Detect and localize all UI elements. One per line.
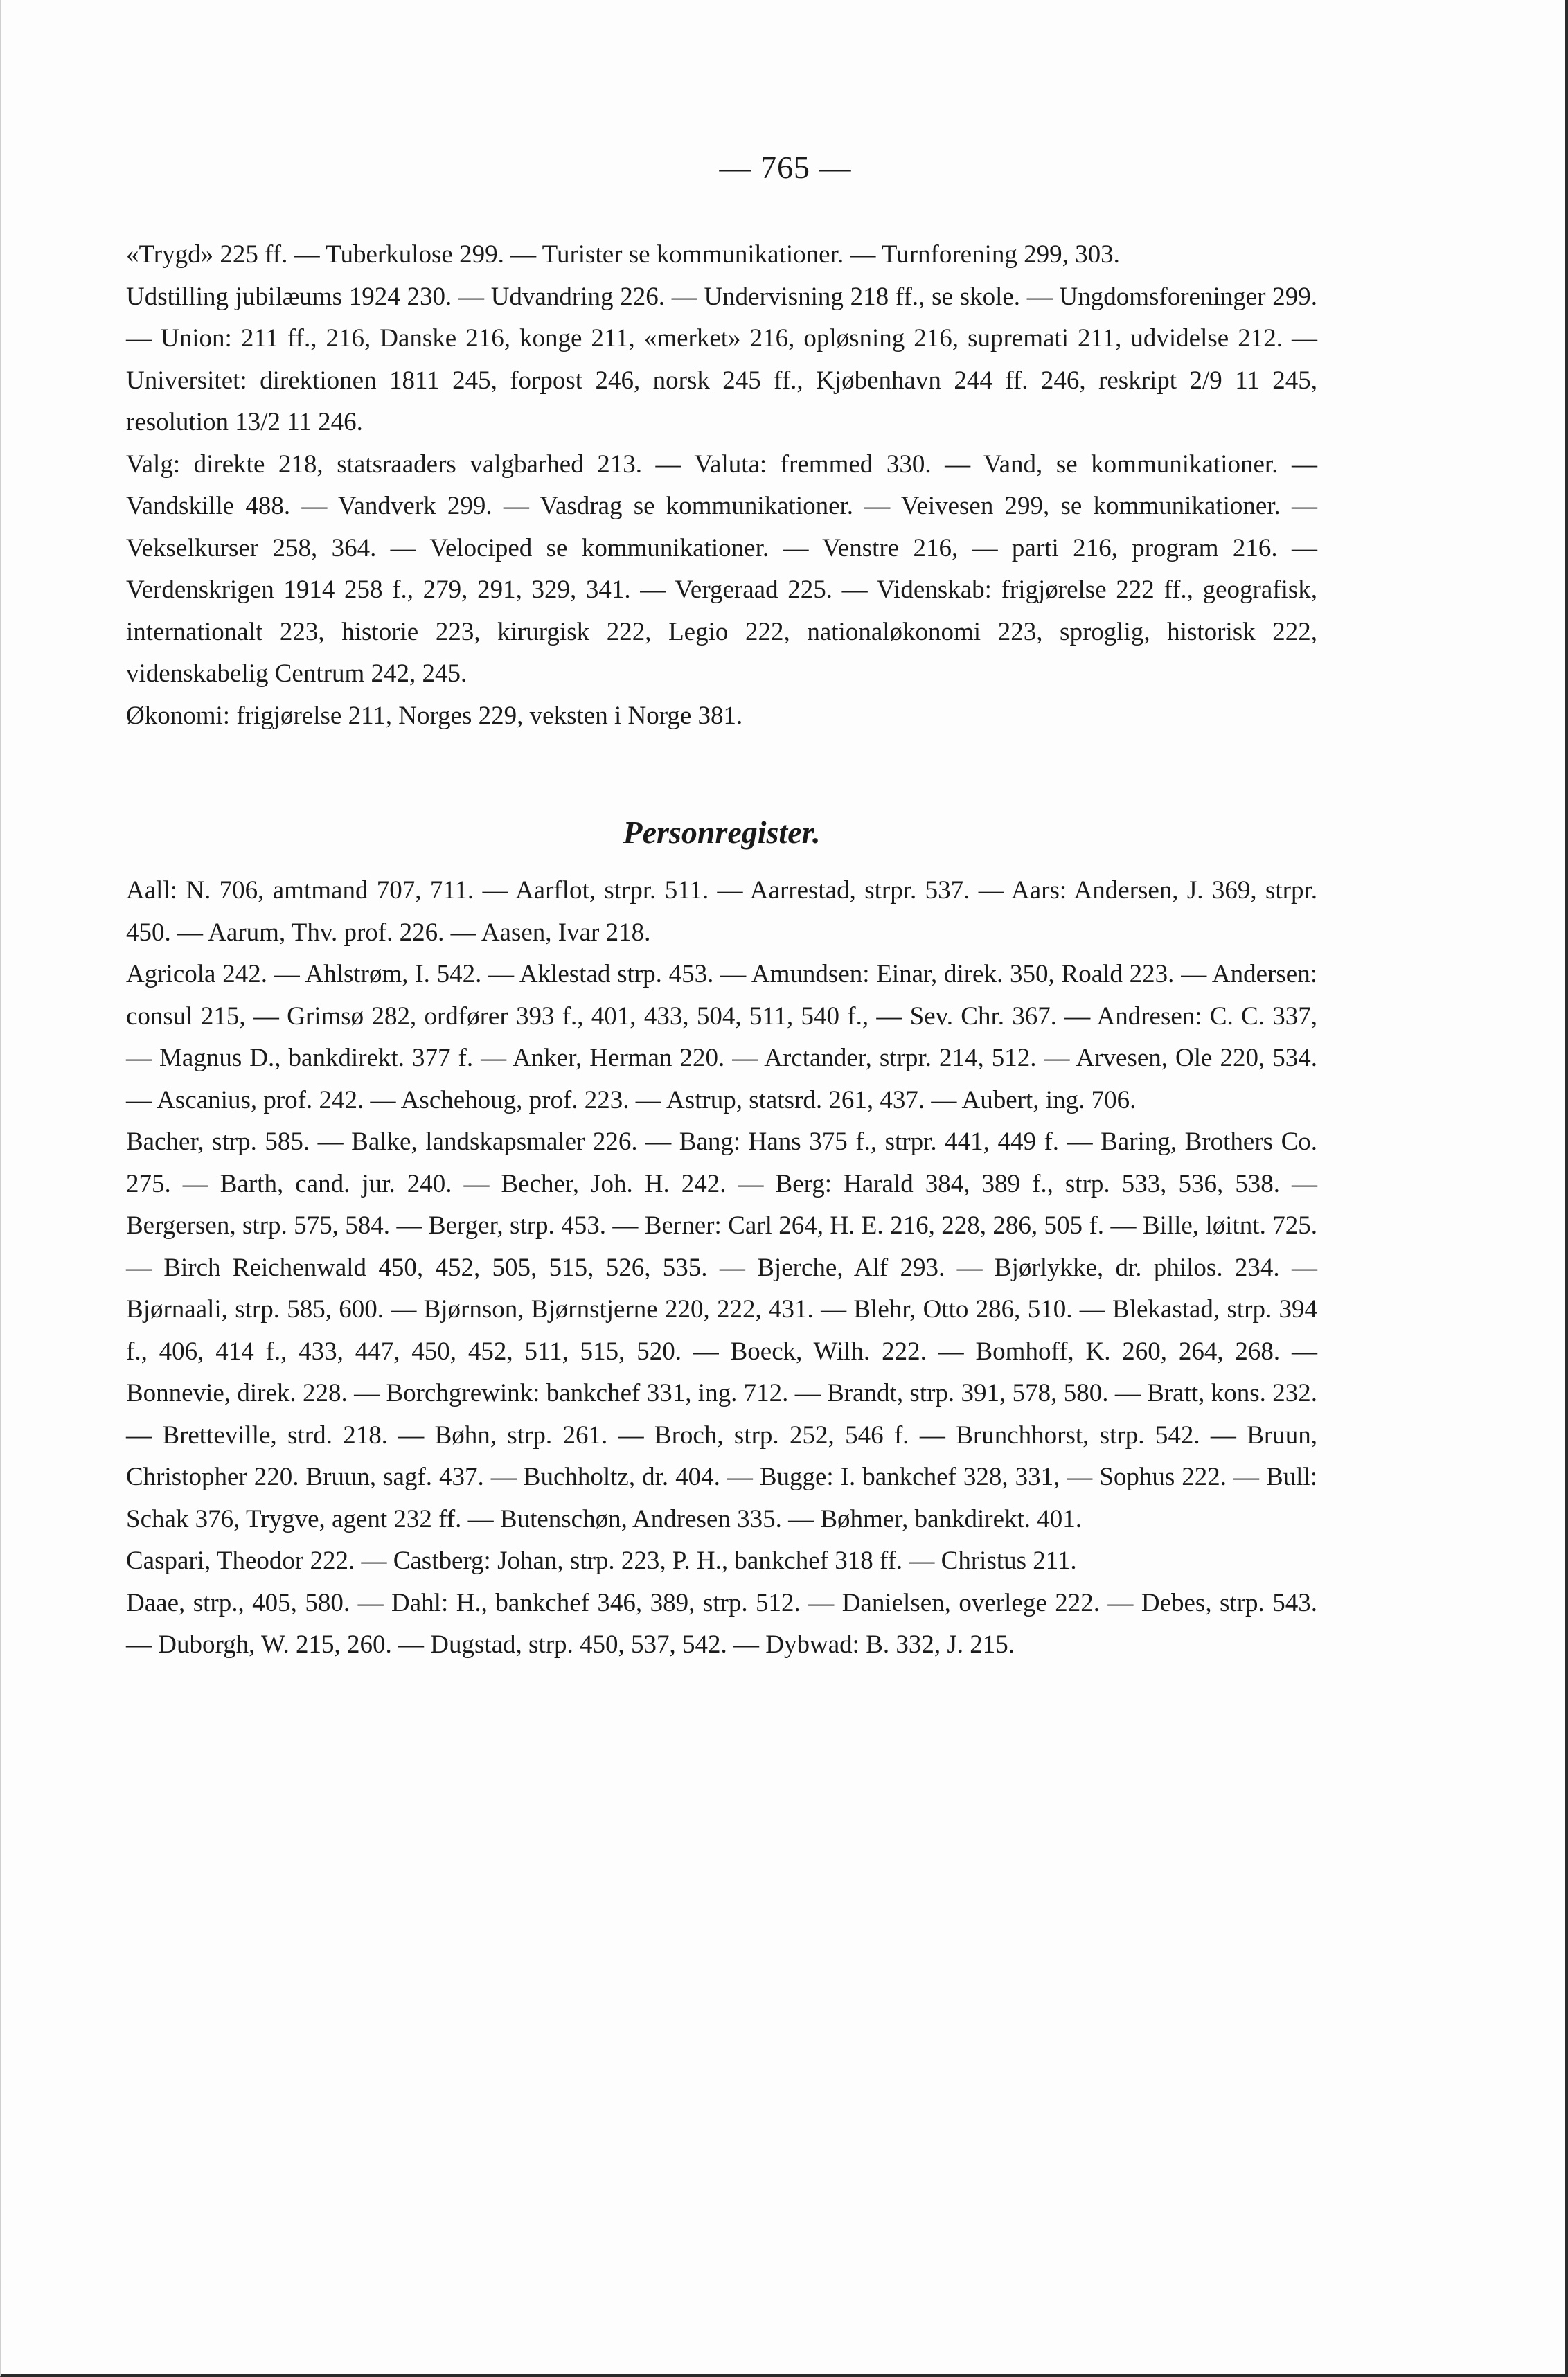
- subject-entry-t-text: «Trygd» 225 ff. — Tuberkulose 299. — Turister se kommunikationer. — Turnforening 299, 303.: [126, 240, 1120, 269]
- subject-entry-v: [126, 444, 1317, 695]
- person-entry-a2-text: Agricola 242. — Ahlstrøm, I. 542. — Aklestad strp. 453. — Amundsen: Einar, direk. 350, Roald 223. — Andersen: consul 215, — Grimsø 282, ordfører 393 f., 401, 433, 504, 511, 540 f., — Sev. Chr. 367. — Andresen: C. C. 337, — Magnus D., bankdirekt. 377 f. — Anker, Herman 220. — Arctander, strpr. 214, 512. — Arvesen, Ole 220, 534. — Ascanius, prof. 242. — Aschehoug, prof. 223. — Astrup, statsrd. 261, 437. — Aubert, ing. 706.: [126, 960, 1317, 1114]
- subject-entry-o: [126, 695, 1317, 738]
- person-entry-d: [126, 1583, 1317, 1666]
- person-entry-b-text: Bacher, strp. 585. — Balke, landskapsmaler 226. — Bang: Hans 375 f., strpr. 441, 449 f. — Baring, Brothers Co. 275. — Barth, cand. jur. 240. — Becher, Joh. H. 242. — Berg: Harald 384, 389 f., strp. 533, 536, 538. — Bergersen, strp. 575, 584. — Berger, strp. 453. — Berner: Carl 264, H. E. 216, 228, 286, 505 f. — Bille, løitnt. 725. — Birch Reichenwald 450, 452, 505, 515, 526, 535. — Bjerche, Alf 293. — Bjørlykke, dr. philos. 234. — Bjørnaali, strp. 585, 600. — Bjørnson, Bjørnstjerne 220, 222, 431. — Blehr, Otto 286, 510. — Blekastad, strp. 394 f., 406, 414 f., 433, 447, 450, 452, 511, 515, 520. — Boeck, Wilh. 222. — Bomhoff, K. 260, 264, 268. — Bonnevie, direk. 228. — Borchgrewink: bankchef 331, ing. 712. — Brandt, strp. 391, 578, 580. — Bratt, kons. 232. — Bretteville, strd. 218. — Bøhn, strp. 261. — Broch, strp. 252, 546 f. — Brunchhorst, strp. 542. — Bruun, Christopher 220. Bruun, sagf. 437. — Buchholtz, dr. 404. — Bugge: I. bankchef 328, 331, — Sophus 222. — Bull: Schak 376, Trygve, agent 232 ff. — Butenschøn, Andresen 335. — Bøhmer, bankdirekt. 401.: [126, 1128, 1317, 1533]
- person-entry-b: [126, 1121, 1317, 1540]
- person-entry-d-text: Daae, strp., 405, 580. — Dahl: H., bankchef 346, 389, strp. 512. — Danielsen, overlege 222. — Debes, strp. 543. — Duborgh, W. 215, 260. — Dugstad, strp. 450, 537, 542. — Dybwad: B. 332, J. 215.: [126, 1588, 1317, 1659]
- subject-entry-v-text: Valg: direkte 218, statsraaders valgbarhed 213. — Valuta: fremmed 330. — Vand, se kommunikationer. — Vandskille 488. — Vandverk 299. — Vasdrag se kommunikationer. — Veivesen 299, se kommunikationer. — Vekselkurser 258, 364. — Velociped se kommunikationer. — Venstre 216, — parti 216, program 216. — Verdenskrigen 1914 258 f., 279, 291, 329, 341. — Vergeraad 225. — Videnskab: frigjørelse 222 ff., geografisk, internationalt 223, historie 223, kirurgisk 222, Legio 222, nationaløkonomi 223, sproglig, historisk 222, videnskabelig Centrum 242, 245.: [126, 449, 1317, 688]
- section-title: Personregister.: [623, 814, 821, 850]
- subject-entry-t: [126, 234, 1317, 276]
- person-entry-a1-text: Aall: N. 706, amtmand 707, 711. — Aarflot, strpr. 511. — Aarrestad, strpr. 537. — Aars: Andersen, J. 369, strpr. 450. — Aarum, Thv. prof. 226. — Aasen, Ivar 218.: [126, 876, 1317, 947]
- subject-entry-u: [126, 276, 1317, 444]
- subject-entry-o-text: Økonomi: frigjørelse 211, Norges 229, veksten i Norge 381.: [126, 701, 743, 730]
- index-text: [126, 234, 1317, 1666]
- page-number: — 765 —: [719, 150, 852, 185]
- person-entry-c: [126, 1540, 1317, 1583]
- subject-entry-u-text: Udstilling jubilæums 1924 230. — Udvandring 226. — Undervisning 218 ff., se skole. — Ungdomsforeninger 299. — Union: 211 ff., 216, Danske 216, konge 211, «merket» 216, opløsning 216, suprematі 211, udvidelse 212. — Universitet: direktionen 1811 245, forpost 246, norsk 245 ff., Kjøbenhavn 244 ff. 246, reskript 2/9 11 245, resolution 13/2 11 246.: [126, 282, 1317, 436]
- person-entry-a2: [126, 954, 1317, 1121]
- person-entry-c-text: Caspari, Theodor 222. — Castberg: Johan, strp. 223, P. H., bankchef 318 ff. — Christus 211.: [126, 1547, 1077, 1575]
- person-entry-a1: [126, 870, 1317, 954]
- heading-spacer: [126, 853, 1317, 870]
- section-spacer: [126, 737, 1317, 812]
